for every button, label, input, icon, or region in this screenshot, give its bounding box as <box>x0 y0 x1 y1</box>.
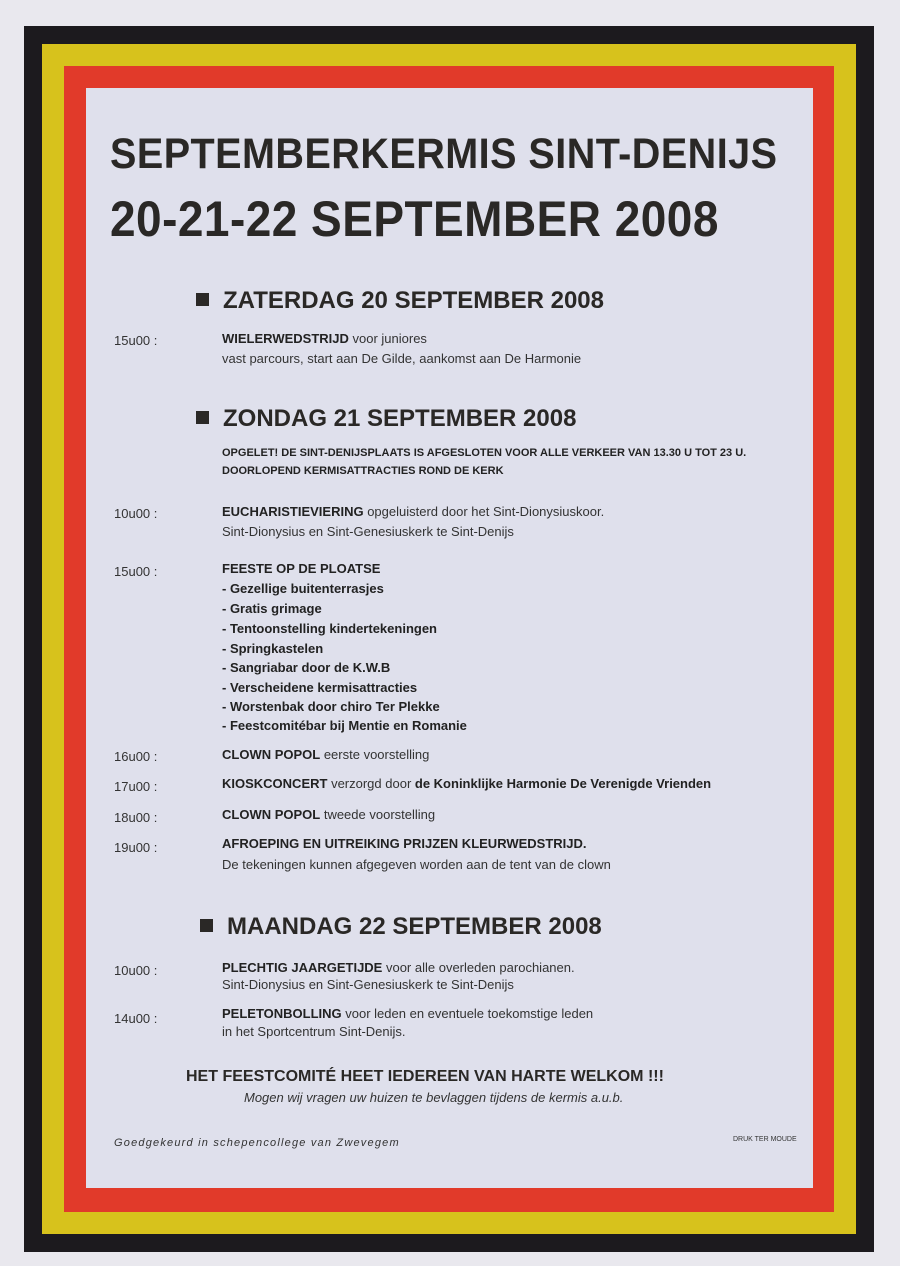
bullet-icon <box>196 293 209 306</box>
event-time: 15u00 : <box>114 333 158 348</box>
saturday-heading: ZATERDAG 20 SEPTEMBER 2008 <box>196 287 604 315</box>
list-item: - Verscheidene kermisattracties <box>222 680 418 695</box>
sunday-heading: ZONDAG 21 SEPTEMBER 2008 <box>196 405 576 433</box>
poster-title: SEPTEMBERKERMIS SINT-DENIJS <box>110 130 778 178</box>
event-detail: Sint-Dionysius en Sint-Genesiuskerk te Sint-Denijs <box>222 524 514 539</box>
printer-credit: DRUK TER MOUDE <box>733 1136 797 1143</box>
event-title: FEESTE OP DE PLOATSE <box>222 561 381 576</box>
approval-note: Goedgekeurd in schepencollege van Zwevegem <box>114 1137 400 1149</box>
event-title-line: PLECHTIG JAARGETIJDE voor alle overleden parochianen. <box>222 960 575 975</box>
list-item: - Sangriabar door de K.W.B <box>222 660 391 675</box>
event-time: 19u00 : <box>114 840 158 855</box>
event-time: 15u00 : <box>114 564 158 579</box>
event-detail: vast parcours, start aan De Gilde, aankomst aan De Harmonie <box>222 351 582 366</box>
event-time: 14u00 : <box>114 1011 158 1026</box>
list-item: - Gratis grimage <box>222 601 322 616</box>
event-detail: Sint-Dionysius en Sint-Genesiuskerk te Sint-Denijs <box>222 977 514 992</box>
event-time: 17u00 : <box>114 779 158 794</box>
list-item: - Feestcomitébar bij Mentie en Romanie <box>222 718 467 733</box>
bullet-icon <box>200 919 213 932</box>
event-time: 10u00 : <box>114 963 158 978</box>
poster-paper <box>86 88 813 1188</box>
event-title-line: EUCHARISTIEVIERING opgeluisterd door het Sint-Dionysiuskoor. <box>222 504 605 519</box>
attractions-notice: DOORLOPEND KERMISATTRACTIES ROND DE KERK <box>222 465 504 477</box>
event-time: 18u00 : <box>114 810 158 825</box>
welcome-message: HET FEESTCOMITÉ HEET IEDEREEN VAN HARTE WELKOM !!! <box>186 1068 664 1085</box>
event-title-line: CLOWN POPOL tweede voorstelling <box>222 807 436 822</box>
bullet-icon <box>196 411 209 424</box>
event-title: AFROEPING EN UITREIKING PRIJZEN KLEURWEDSTRIJD. <box>222 836 587 851</box>
poster-dates: 20-21-22 SEPTEMBER 2008 <box>110 191 719 247</box>
list-item: - Tentoonstelling kindertekeningen <box>222 621 437 636</box>
monday-heading: MAANDAG 22 SEPTEMBER 2008 <box>200 913 602 941</box>
event-time: 16u00 : <box>114 749 158 764</box>
list-item: - Worstenbak door chiro Ter Plekke <box>222 699 440 714</box>
event-title-line: CLOWN POPOL eerste voorstelling <box>222 747 430 762</box>
list-item: - Springkastelen <box>222 641 324 656</box>
traffic-notice: OPGELET! DE SINT-DENIJSPLAATS IS AFGESLOTEN VOOR ALLE VERKEER VAN 13.30 U TOT 23 U. <box>222 447 747 459</box>
event-title-line: KIOSKCONCERT verzorgd door de Koninklijke Harmonie De Verenigde Vrienden <box>222 776 712 791</box>
event-detail: in het Sportcentrum Sint-Denijs. <box>222 1024 406 1039</box>
event-title-line: PELETONBOLLING voor leden en eventuele toekomstige leden <box>222 1006 594 1021</box>
list-item: - Gezellige buitenterrasjes <box>222 581 384 596</box>
event-detail: De tekeningen kunnen afgegeven worden aan de tent van de clown <box>222 857 611 872</box>
flag-request: Mogen wij vragen uw huizen te bevlaggen tijdens de kermis a.u.b. <box>244 1090 624 1105</box>
event-time: 10u00 : <box>114 506 158 521</box>
event-title-line: WIELERWEDSTRIJD voor juniores <box>222 331 427 346</box>
